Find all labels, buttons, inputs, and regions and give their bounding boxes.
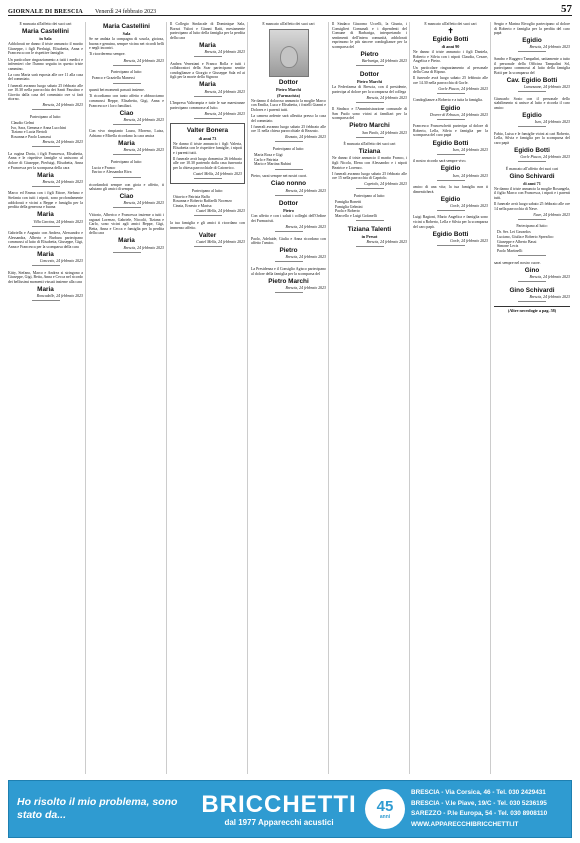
notice-intro: Partecipano al lutto: <box>353 193 386 198</box>
notice-divider <box>437 180 465 181</box>
notice-divider <box>437 119 465 120</box>
notice-place-date: Brescia, 24 febbraio 2023 <box>529 45 570 50</box>
notice-place-date: Dovere di Erbusco, 24 febbraio 2023 <box>430 112 488 117</box>
obituary-notice <box>413 124 488 154</box>
notice-text: Gabriella e Augusto con Andrea, Alessandro e Alessandra, Alberto e Barbara partecipano commossi al lutto di Elisabetta, Giuseppe, Gigi, Anna e Francesca per la scomparsa della cara <box>8 231 83 249</box>
obituary-column <box>332 22 410 774</box>
obituary-notice <box>170 62 245 97</box>
notice-text: L'Impresa Valtrompia e tutte le sue maestranze partecipano commosse al lutto. <box>170 101 245 110</box>
notice-text: Ne danno il triste annuncio la moglie Rosangela, il figlio Marco con Francesca, i nipoti e i parenti tutti. <box>494 186 570 201</box>
deceased-subtitle: Sala <box>122 31 131 37</box>
notice-place-date: Lumezzane, 24 febbraio 2023 <box>523 85 570 90</box>
notice-intro: È mancato all'affetto dei suoi cari <box>262 22 315 26</box>
obituary-notice <box>89 129 164 154</box>
notice-divider <box>275 292 303 293</box>
notice-text: Fabio, Luisa e le famiglie vicini ai cari Roberto, Lella, Silvia e famiglia per la scomparsa del caro papà <box>494 131 570 145</box>
obituary-notice <box>494 261 570 282</box>
mourner-name: Ivo, Sara, Gemma e Anna Lucchini <box>11 125 66 130</box>
deceased-name: Tiziana Talenti <box>347 225 392 233</box>
notice-text: Ti ricordiamo con tanto affetto e abbracciamo commossi Beppe, Elisabetta, Gigi, Anna e Francesca e i loro familiari. <box>89 94 164 108</box>
obituary-notice <box>494 167 570 220</box>
notice-intro: Partecipano al lutto: <box>110 70 143 75</box>
notice-text: I funerali avranno luogo sabato 25 febbraio alle ore 10.30 nella parrocchia dei Santi Faustino e Giovita dalla casa del commiato ove si farà ritorno. <box>8 83 83 102</box>
notice-divider <box>32 300 60 301</box>
notice-divider <box>518 219 546 220</box>
obituary-notice <box>8 115 83 147</box>
ad-slogan: Ho risolto il mio problema, sono stato da... <box>17 796 178 821</box>
obituary-notice <box>332 226 407 247</box>
notice-text: Il funerale avrà luogo sabato 25 febbraio alle ore 14.30 nella parrocchia di Gorle. <box>413 76 488 85</box>
notice-text: Francesco Franceschetti partecipa al dolore di Roberto, Lella, Silvia e famiglia per la scomparsa del caro papà <box>413 124 488 138</box>
deceased-name: Ciao <box>119 109 134 117</box>
notice-divider <box>32 109 60 110</box>
notice-divider <box>113 177 141 178</box>
notice-place-date: Rezzato, 24 febbraio 2023 <box>285 135 326 140</box>
obituary-notice <box>89 213 164 252</box>
notice-intro: È mancata all'affetto dei suoi cari <box>19 22 72 26</box>
obituary-notice <box>170 123 245 183</box>
obituary-notice <box>8 271 83 301</box>
notice-divider <box>437 245 465 246</box>
notice-text: I funerali avranno luogo sabato 25 febbraio alle ore 11 nella chiesa parrocchiale di Rezzato. <box>251 124 326 134</box>
notice-text: Ti ricorderemo sempre. <box>89 52 126 57</box>
mourner-name: Mario e Martina Rubini <box>254 162 292 167</box>
notice-divider <box>32 146 60 147</box>
mourner-name: Lucia e Franco <box>92 165 116 170</box>
notice-place-date: Brescia, 24 febbraio 2023 <box>123 201 164 206</box>
deceased-subtitle: di anni 71 <box>523 180 541 186</box>
obituary-notice <box>413 215 488 245</box>
ad-since: dal 1977 Apparecchi acustici <box>224 817 334 827</box>
notice-place-date: Brescia, 24 febbraio 2023 <box>285 255 326 260</box>
notice-text: Ne danno il doloroso annuncio la moglie Marco con Emilia, Luca e Elisabetta, i fratelli Gianni e Dolores e i parenti tutti. <box>251 98 326 112</box>
notice-divider <box>194 96 222 97</box>
obituary-notice <box>251 200 326 231</box>
notice-place-date: Iseo, 24 febbraio 2023 <box>452 147 488 152</box>
badge-label: anni <box>379 813 391 820</box>
deceased-subtitle: di anni 73 <box>198 135 217 141</box>
notice-text: Se ne andata la compagna di scuola, gioiosa, buona e genuina, sempre vicina nei ricordi belli e negli incontri. <box>89 37 164 51</box>
obituary-notice <box>494 97 570 127</box>
ad-contact-line: SAREZZO - P.le Europa, 54 - Tel. 030 8908110 <box>411 810 548 817</box>
notice-text: La Federfarma di Brescia, con il presidente, partecipa al dolore per la scomparsa del collega <box>332 84 407 94</box>
obituary-notice <box>494 22 570 52</box>
notice-divider <box>113 65 141 66</box>
obituary-notice <box>251 237 326 262</box>
notice-place-date: Castel Mella, 24 febbraio 2023 <box>196 209 245 214</box>
notice-place-date: San Paolo, 24 febbraio 2023 <box>362 130 407 135</box>
mourner-name: Luciano, Giulia e Roberto Spreafico <box>497 234 554 239</box>
obituary-notice <box>170 189 245 216</box>
notice-divider <box>194 178 222 179</box>
notice-text: Vittorio, Alberico e Francesca insieme a tutti i ragazzi Lorenzo, Gabriele, Niccolò, Tiziana e Carlo, sono vicini agli amici Beppe, Gigi, Betta, Anna e Cecca e famiglia per la perdita della cara <box>89 212 164 236</box>
notice-text: Con vivo rimpianto Laura, Moreno, Luisa, Adriano e Mirella ricordano la cara amica <box>89 129 164 138</box>
notice-divider <box>518 51 546 52</box>
notice-place-date: Villa Carcina, 24 febbraio 2023 <box>33 219 83 224</box>
deceased-name: Gino Schivardi <box>509 286 555 294</box>
notice-divider <box>356 220 384 221</box>
ad-contact-line: BRESCIA - Via Corsica, 46 - Tel. 030 2429431 <box>411 789 546 796</box>
notice-text: Il Sindaco Giacomo Uccelli, la Giunta, i Consiglieri Comunali e i dipendenti del Comune di Barbariga, interpretando i sentimenti dell'intera comunità, addolorati esprimono le più sincere condoglianze per la scomparsa del <box>332 22 407 49</box>
notice-text: La camera ardente sarà allestita presso la casa del commiato. <box>251 114 326 123</box>
deceased-name: Egidio Botti <box>432 139 469 147</box>
deceased-name: Pietro <box>360 51 379 59</box>
notice-place-date: Brescia, 24 febbraio 2023 <box>366 95 407 100</box>
notice-place-date: Brescia, 24 febbraio 2023 <box>529 275 570 280</box>
notice-text: Marco ed Emma con i figli Ettore, Stefano e Stefania con tutti i nipoti, sono profondamente addolorati e vicini a Beppe e famiglia per la perdita della generosa e buona <box>8 191 83 210</box>
deceased-name: Gino Schivardi <box>509 172 555 180</box>
notice-divider <box>356 137 384 138</box>
notice-text: Ne danno il triste annuncio i figli Daniela, Roberto e Silvia con i nipoti Claudia, Cesare, Angelica e Pietro. <box>413 50 488 64</box>
mourners-list <box>170 195 245 209</box>
notice-text: Andrea Veneziani e Franco Bolla e tutti i collaboratori della Scar partecipano sentite condoglianze a Giorgio e Giuseppe Sala ed ai figli per la morte della Signora <box>170 61 245 80</box>
deceased-name: Maria <box>199 81 216 89</box>
notice-place-date: Brescia, 24 febbraio 2023 <box>285 225 326 230</box>
obituary-notice <box>494 57 570 92</box>
notice-text: ricordandoti sempre con gioia e affetto, ti salutano gli amici di sempre. <box>89 182 164 192</box>
notice-text: la tua famiglia e gli amici ti ricordano con immenso affetto. <box>170 220 245 230</box>
notice-text: amico di una vita; la tua famiglia non ti dimenticherà. <box>413 185 488 194</box>
notice-divider <box>356 246 384 247</box>
deceased-name: Egidio Botti <box>432 36 469 44</box>
notice-place-date: Castel Mella, 24 febbraio 2023 <box>193 172 242 177</box>
page-header <box>8 2 572 16</box>
notice-divider <box>113 154 141 155</box>
notice-place-date: Gorle Piacco, 24 febbraio 2023 <box>520 155 570 160</box>
obituary-notice <box>89 183 164 208</box>
deceased-name: Egidio <box>440 195 461 203</box>
notice-divider <box>275 231 303 232</box>
portrait-face-icon <box>280 46 298 68</box>
notice-place-date: Gorle Piacco, 24 febbraio 2023 <box>438 86 488 91</box>
notice-text: Il funerale avrà luogo sabato 25 febbraio alle ore 14 nella parrocchia di Nave. <box>494 202 570 211</box>
notice-place-date: Iseo, 24 febbraio 2023 <box>452 173 488 178</box>
deceased-title: (Farmacista) <box>276 92 301 98</box>
mourner-name: Famiglia Gelmini <box>335 204 363 209</box>
notice-text: Paolo, Adelaide, Giulia e Anna ricordano con affetto l'amico. <box>251 236 326 246</box>
deceased-name: Ciao nonno <box>270 180 307 188</box>
notice-text: La cugina Doria, i figli Francesca, Elisabetta, Anna e le rispettive famiglie si uniscono al dolore di Giuseppe, Pierluigi, Elisabetta, Anna e Francesca per la scomparsa della cara <box>8 151 83 170</box>
deceased-name: Dottor <box>278 200 299 208</box>
deceased-name: Egidio Botti <box>514 146 550 154</box>
deceased-name: Maria Castellini <box>22 28 69 36</box>
deceased-name: Ciao <box>119 193 134 201</box>
notice-text: Un particolare ringraziamento a tutti i medici e infermieri che l'hanno seguita in questo triste cammino. <box>8 57 83 71</box>
mourner-name: Rosanna e Roberto Raffaelli Nocenzo <box>173 199 232 204</box>
issue-date: Venerdì 24 febbraio 2023 <box>94 9 157 15</box>
deceased-name: Pietro Marchi <box>268 277 309 285</box>
notice-text: I funerali avranno luogo sabato 25 febbraio alle ore 15 nella parrocchia di Capriolo. <box>332 171 407 181</box>
notice-intro: Partecipano al lutto: <box>191 188 224 193</box>
notice-place-date: Brescia, 24 febbraio 2023 <box>42 179 83 184</box>
notice-divider <box>194 215 222 216</box>
deceased-name: Maria <box>199 41 216 49</box>
notice-intro: Partecipano al lutto: <box>272 146 305 151</box>
mourner-name: Carlo e Patrizia <box>254 157 279 162</box>
mourner-name: Cinzia, Ernesto e Marisa <box>173 203 212 208</box>
continued-note: (Altre necrologie a pag. 58) <box>494 306 570 313</box>
newspaper-name: GIORNALE DI BRESCIA <box>8 8 83 15</box>
mourner-name: Claudio Gelmi <box>11 121 35 126</box>
obituary-column <box>8 22 86 774</box>
portrait-photo <box>269 29 309 77</box>
deceased-name: Dottor <box>359 70 380 78</box>
deceased-name: Maria <box>118 140 135 148</box>
notice-place-date: Brescia, 24 febbraio 2023 <box>204 89 245 94</box>
deceased-name: Maria Castellini <box>103 23 150 30</box>
obituary-notice <box>89 23 164 65</box>
obituary-column <box>494 22 572 774</box>
notice-divider <box>275 261 303 262</box>
notice-text: Giancarlo Sosio con il personale dello stabilimento si unisce al lutto e ricorda il caro amico <box>494 96 570 110</box>
notice-text: Il Sindaco e l'Amministrazione comunale di San Paolo sono vicini ai familiari per la scomparsa del <box>332 107 407 121</box>
obituary-notice <box>8 152 83 187</box>
deceased-name: Egidio <box>440 165 461 173</box>
obituary-notice <box>413 159 488 180</box>
mourner-name: Marcello e Luigi Gofanelli <box>335 213 377 218</box>
notice-divider <box>518 91 546 92</box>
mourner-name: Rosanna e Paolo Lumassi <box>11 134 52 139</box>
notice-place-date: Iseo, 24 febbraio 2023 <box>534 120 570 125</box>
ad-contacts <box>411 788 571 830</box>
advertisement-banner[interactable] <box>8 780 572 838</box>
notice-place-date: Brescia, 24 febbraio 2023 <box>123 58 164 63</box>
notice-divider <box>32 226 60 227</box>
notice-place-date: Concesio, 24 febbraio 2023 <box>39 259 83 264</box>
mourners-list <box>332 200 407 218</box>
notice-divider <box>194 56 222 57</box>
mourners-list <box>89 166 164 175</box>
notice-text: Ne danno il triste annuncio i figli Valeria, Elisabetta con le rispettive famiglie, i nipoti e i parenti tutti. <box>173 141 242 155</box>
obituary-notice <box>332 71 407 102</box>
mourner-name: Paola e Roberto <box>335 209 360 214</box>
notice-place-date: Barbariga, 24 febbraio 2023 <box>362 59 407 64</box>
mourner-name: Enrico e Alessandra Riva <box>92 170 132 175</box>
obituary-notice <box>251 147 326 169</box>
obituary-column <box>251 22 329 774</box>
deceased-subtitle: Pietro Marchi <box>356 78 383 84</box>
obituary-notice <box>89 160 164 178</box>
notice-intro: È mancato all'affetto dei suoi cari <box>505 166 559 171</box>
notice-divider <box>518 161 546 162</box>
obituary-notice <box>332 142 407 189</box>
deceased-name: Maria <box>37 250 54 258</box>
notice-place-date: Brescia, 24 febbraio 2023 <box>204 111 245 116</box>
notice-place-date: Brescia, 24 febbraio 2023 <box>123 245 164 250</box>
obituary-column <box>170 22 248 774</box>
notice-divider <box>437 93 465 94</box>
deceased-subtitle: Pietro <box>283 208 294 214</box>
mourner-name: Maria Rosa e Gigi <box>254 153 283 158</box>
notice-intro: È mancato all'affetto dei suoi cari <box>424 22 477 26</box>
notice-divider <box>356 65 384 66</box>
obituary-column <box>413 22 491 774</box>
ad-contact-line: BRESCIA - V.le Piave, 19/C - Tel. 030 5236195 <box>411 799 547 807</box>
obituary-notice <box>251 22 326 142</box>
notice-text: Kitty, Stefano, Marco e Andrea si stringono a Giuseppe, Gigi, Betta, Anna e Cecca nel ricordo dei bellissimi momenti vissuti insieme alla cara <box>8 270 83 284</box>
obituary-notice <box>8 231 83 266</box>
mourner-name: Ottavio e Patrizia Raffa <box>173 194 210 199</box>
obituary-notice <box>332 194 407 221</box>
deceased-name: Cav. Egidio Botti <box>506 76 558 84</box>
mourner-name: Franco e Graziella Manessi <box>92 76 135 81</box>
notice-intro: Partecipano al lutto: <box>110 159 143 164</box>
notice-place-date: Roncadelle, 24 febbraio 2023 <box>36 294 83 299</box>
deceased-name: Egidio <box>522 37 542 45</box>
deceased-name: Valter Bonera <box>186 127 229 135</box>
obituary-notice <box>413 22 488 93</box>
notice-divider <box>113 83 141 84</box>
cross-icon: ✝ <box>447 27 454 36</box>
notice-place-date: Gorle, 24 febbraio 2023 <box>450 238 488 243</box>
mourners-list <box>89 76 164 81</box>
notice-place-date: Brescia, 24 febbraio 2023 <box>42 140 83 145</box>
notice-divider <box>113 207 141 208</box>
obituary-notice <box>494 287 570 302</box>
obituary-notice <box>89 70 164 83</box>
notice-divider <box>518 281 546 282</box>
notice-text: il nostro ricordo sarà sempre vivo. <box>413 159 467 164</box>
obituary-notice <box>494 132 570 162</box>
notice-text: Condoglianze a Roberto e a tutta la famiglia. <box>413 98 483 103</box>
ad-brand: BRICCHETTI <box>201 790 357 818</box>
badge-number: 45 <box>376 797 394 815</box>
ad-brand-block <box>199 792 359 827</box>
notice-divider <box>113 252 141 253</box>
notice-intro: È mancata all'affetto dei suoi cari <box>343 142 396 147</box>
mourners-list <box>251 153 326 167</box>
notice-divider <box>113 124 141 125</box>
obituary-notice <box>332 107 407 137</box>
mourners-list <box>8 121 83 139</box>
ad-website-link[interactable]: WWW.APPARECCHIBRICCHETTI.IT <box>411 820 519 828</box>
mourner-name: Tiziano e Lucia Bertoli <box>11 130 48 135</box>
obituary-notice <box>413 98 488 119</box>
notice-intro: Partecipano al lutto: <box>516 224 548 229</box>
notice-text: Luigi Ragioni, Mario Angelica e famiglia sono vicini a Roberto, Lella e Silvia per la scomparsa del caro papà. <box>413 215 488 229</box>
notice-text: Con affetto e con i saluti i colleghi dell'Ordine dei Farmacisti. <box>251 214 326 223</box>
mourner-name: Giuseppe e Alberto Bassi <box>497 239 537 244</box>
deceased-name: Valter <box>198 231 217 239</box>
page-number: 57 <box>561 3 572 15</box>
obituary-notice <box>251 174 326 195</box>
notice-place-date: Capriolo, 24 febbraio 2023 <box>364 182 407 187</box>
notice-place-date: Brescia, 24 febbraio 2023 <box>204 50 245 55</box>
deceased-name: Pietro Marchi <box>349 122 390 130</box>
notice-text: La Presidenza e il Consiglio Agisco partecipano al dolore della famiglia per la scomparsa del <box>251 266 326 276</box>
obituary-notice <box>494 224 570 256</box>
obituary-notice <box>89 88 164 124</box>
notice-place-date: Gorle, 24 febbraio 2023 <box>450 203 488 208</box>
notice-intro: Partecipano al lutto: <box>29 114 62 119</box>
notice-divider <box>518 301 546 302</box>
obituary-notice <box>251 267 326 292</box>
notice-place-date: Brescia, 24 febbraio 2023 <box>123 117 164 122</box>
notice-text: Il funerale avrà luogo domenica 26 febbraio alle ore 10.30 partendo dalla casa funeraria per la chiesa parrocchiale di Caionvico. <box>173 156 242 171</box>
notice-text: La cara Maria sarà esposta alle ore 11 alla casa del commiato. <box>8 72 83 82</box>
notice-divider <box>32 265 60 266</box>
notice-text: Pietro, sarai sempre nei nostri cuori. <box>251 174 308 179</box>
obituary-notice <box>332 22 407 66</box>
notice-divider <box>356 102 384 103</box>
notice-place-date: Brescia, 24 febbraio 2023 <box>285 285 326 290</box>
mourner-name: Simone Lecis <box>497 244 519 249</box>
notice-text: Il Collegio Sindacale di Dominique Sala, Borsoi Valori e Gianni Ratti, mestamente partecipano al lutto della famiglia per la perdita della cara <box>170 22 245 40</box>
notice-place-date: Brescia, 24 febbraio 2023 <box>123 148 164 153</box>
notice-divider <box>275 195 303 196</box>
deceased-name: Egidio <box>522 111 542 119</box>
notice-divider <box>32 186 60 187</box>
notice-text: sarai sempre nel nostro cuore. <box>494 260 541 265</box>
notice-divider <box>437 210 465 211</box>
obituary-column <box>89 22 167 774</box>
deceased-name: Maria <box>118 237 135 245</box>
notice-divider <box>518 126 546 127</box>
deceased-subtitle: in Sala <box>39 36 52 42</box>
mourner-name: Dr. Ser. Lei Gavardos <box>497 230 531 235</box>
deceased-name: Maria <box>37 211 54 219</box>
notice-text: Sergio e Marina Rivoglio partecipano al dolore di Roberto e famiglia per la perdita del caro papà <box>494 22 570 36</box>
notice-divider <box>518 255 546 256</box>
obituary-notice <box>170 22 245 57</box>
notice-text: Sandro e Ruggero Tampalini, unitamente a tutto il personale della Officina Tampalini Srl, partecipano commossi al lutto della famiglia Botti per la scomparsa del <box>494 56 570 75</box>
deceased-subtitle: di anni 90 <box>441 44 460 50</box>
deceased-name: Dottor <box>278 78 299 86</box>
notice-place-date: Brescia, 24 febbraio 2023 <box>42 103 83 108</box>
notice-divider <box>194 246 222 247</box>
notice-place-date: Nave, 24 febbraio 2023 <box>533 212 570 217</box>
obituary-columns <box>8 22 572 774</box>
deceased-name: Maria <box>37 285 54 293</box>
mourner-name: Famiglia Bonetti <box>335 200 362 204</box>
mourners-list <box>494 230 570 253</box>
notice-text: quanti bei momenti passati insieme. <box>89 88 145 93</box>
deceased-subtitle: in Presot <box>361 234 378 240</box>
notice-place-date: Brescia, 24 febbraio 2023 <box>529 294 570 299</box>
notice-divider <box>275 169 303 170</box>
notice-place-date: Brescia, 24 febbraio 2023 <box>366 240 407 245</box>
notice-text: Ne danno il triste annuncio il marito Franco, i figli Nicola, Elena con Alessandro e i nipoti Beatrice e Lorenzo. <box>332 156 407 170</box>
deceased-name: Egidio Botti <box>432 230 469 238</box>
notice-text: Addolorati ne danno il triste annuncio il marito Giuseppe, i figli Pierluigi, Elisabetta, Anna e Francesca con le rispettive famiglie. <box>8 42 83 56</box>
notice-divider <box>437 154 465 155</box>
deceased-name: Pietro <box>279 247 298 255</box>
obituary-notice <box>8 191 83 226</box>
mourner-name: Paolo Martinelli <box>497 248 523 253</box>
notice-place-date: Brescia, 24 febbraio 2023 <box>285 188 326 193</box>
notice-divider <box>194 118 222 119</box>
deceased-subtitle: Pietro Marchi <box>275 86 302 92</box>
obituary-notice <box>8 22 83 110</box>
notice-divider <box>275 141 303 142</box>
obituary-notice <box>413 185 488 210</box>
notice-place-date: Castel Mella, 24 febbraio 2023 <box>196 239 245 244</box>
notice-divider <box>356 188 384 189</box>
anniversary-badge-icon <box>365 789 405 829</box>
deceased-name: Maria <box>37 171 54 179</box>
deceased-name: Gino <box>524 266 540 274</box>
deceased-name: Egidio <box>440 104 461 112</box>
obituary-notice <box>170 101 245 118</box>
notice-text: Un particolare ringraziamento al personale della Casa di Riposo. <box>413 65 488 75</box>
obituary-notice <box>170 221 245 246</box>
deceased-name: Tiziana <box>358 148 381 156</box>
